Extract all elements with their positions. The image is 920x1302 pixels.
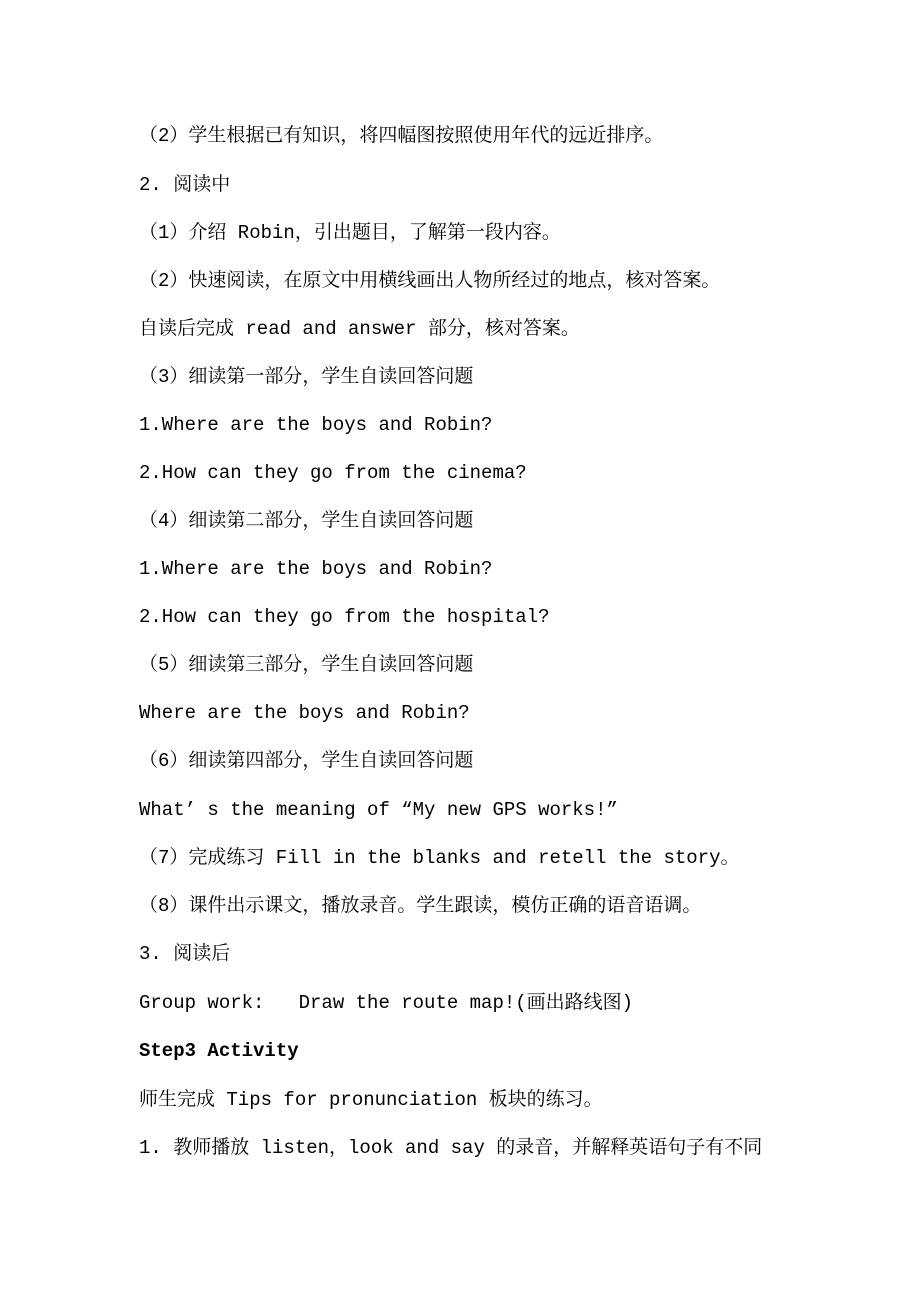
section-heading: 2. 阅读中 — [139, 174, 231, 196]
text-line: （8）课件出示课文，播放录音。学生跟读，模仿正确的语音语调。 — [139, 895, 702, 917]
text-line: 师生完成 Tips for pronunciation 板块的练习。 — [139, 1089, 603, 1111]
question-line: 2.How can they go from the cinema? — [139, 462, 527, 484]
step-heading: Step3 Activity — [139, 1040, 299, 1062]
text-line: 1. 教师播放 listen，look and say 的录音，并解释英语句子有不同 — [139, 1137, 763, 1159]
text-line: （7）完成练习 Fill in the blanks and retell the story。 — [139, 847, 740, 869]
question-line: 1.Where are the boys and Robin? — [139, 558, 493, 580]
section-heading: 3. 阅读后 — [139, 943, 231, 965]
text-line: （4）细读第二部分，学生自读回答问题 — [139, 510, 474, 532]
question-line: What’ s the meaning of “My new GPS works!” — [139, 799, 618, 821]
question-line: 1.Where are the boys and Robin? — [139, 414, 493, 436]
text-line: 自读后完成 read and answer 部分，核对答案。 — [139, 318, 580, 340]
question-line: 2.How can they go from the hospital? — [139, 606, 550, 628]
question-line: Where are the boys and Robin? — [139, 702, 470, 724]
text-line: （3）细读第一部分，学生自读回答问题 — [139, 366, 474, 388]
text-line: Group work: Draw the route map!(画出路线图) — [139, 992, 634, 1014]
text-line: （2）学生根据已有知识，将四幅图按照使用年代的远近排序。 — [139, 125, 664, 147]
text-line: （6）细读第四部分，学生自读回答问题 — [139, 750, 474, 772]
text-line: （5）细读第三部分，学生自读回答问题 — [139, 654, 474, 676]
text-line: （2）快速阅读，在原文中用横线画出人物所经过的地点，核对答案。 — [139, 270, 721, 292]
text-line: （1）介绍 Robin，引出题目，了解第一段内容。 — [139, 222, 561, 244]
